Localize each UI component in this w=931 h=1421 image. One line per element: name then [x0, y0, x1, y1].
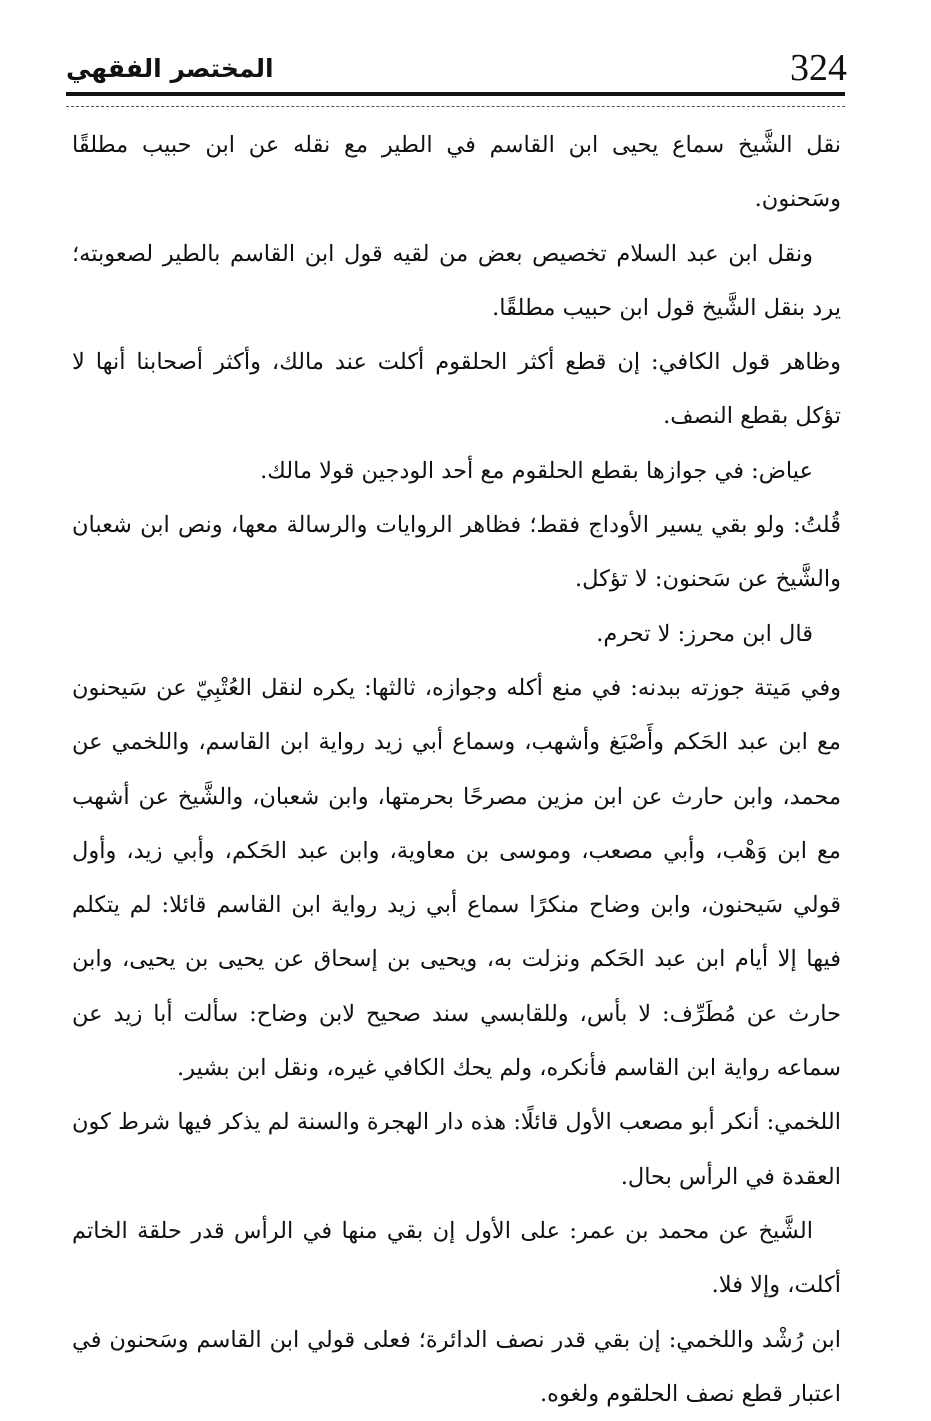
paragraph: ونقل ابن عبد السلام تخصيص بعض من لقيه قول ابن القاسم بالطير لصعوبته؛ يرد بنقل الشَّيخ قول ابن حبيب مطلقًا. [72, 240, 841, 321]
paragraph: نقل الشَّيخ سماع يحيى ابن القاسم في الطير مع نقله عن ابن حبيب مطلقًا وسَحنون. [72, 132, 841, 213]
paragraph: الشَّيخ عن محمد بن عمر: على الأول إن بقي منها في الرأس قدر حلقة الخاتم أكلت، وإلا فلا. [72, 1217, 841, 1299]
paragraph: عياض: في جوازها بقطع الحلقوم مع أحد الودجين قولا مالك. [260, 457, 813, 484]
page-number: 324 [790, 47, 847, 89]
paragraph: وفي مَيتة جوزته ببدنه: في منع أكله وجوازه، ثالثها: يكره لنقل العُتْبِيّ عن سَيحنون مع ابن عبد الحَكم وأَصْبَغ وأشهب، وسماع أبي زيد رواية ابن القاسم، واللخمي عن محمد، وابن حارث عن ابن مزين مصرحًا بحرمتها، وابن شعبان، والشَّيخ عن أشهب مع ابن وَهْب، وأبي مصعب، وموسى بن معاوية، وابن عبد الحَكم، وأبي زيد، وأول قولي سَيحنون، وابن وضاح منكرًا سماع أبي زيد رواية ابن القاسم قائلا: لم يتكلم فيها إلا أيام ابن عبد الحَكم ونزلت به، ويحيى بن إسحاق عن يحيى بن يحيى، وابن حارث عن مُطَرِّف: لا بأس، وللقابسي سند صحيح لابن وضاح: سألت أبا زيد عن سماعه رواية ابن القاسم فأنكره، ولم يحك الكافي غيره، ونقل ابن بشير. [72, 674, 841, 1082]
paragraph: اللخمي: أنكر أبو مصعب الأول قائلًا: هذه دار الهجرة والسنة لم يذكر فيها شرط كون العقدة في الرأس بحال. [72, 1109, 841, 1190]
body-text [72, 118, 841, 1421]
paragraph: قُلتُ: ولو بقي يسير الأوداج فقط؛ فظاهر الروايات والرسالة معها، ونص ابن شعبان والشَّيخ عن سَحنون: لا تؤكل. [72, 512, 841, 593]
paragraph: وظاهر قول الكافي: إن قطع أكثر الحلقوم أكلت عند مالك، وأكثر أصحابنا أنها لا تؤكل بقطع النصف. [72, 349, 841, 430]
page-header [66, 40, 845, 90]
paragraph: قال ابن محرز: لا تحرم. [596, 620, 813, 647]
running-title: المختصر الفقهي [66, 54, 274, 83]
paragraph: ابن رُشْد واللخمي: إن بقي قدر نصف الدائرة؛ فعلى قولي ابن القاسم وسَحنون في اعتبار قطع نصف الحلقوم ولغوه. [72, 1326, 841, 1407]
header-rule [66, 92, 845, 107]
